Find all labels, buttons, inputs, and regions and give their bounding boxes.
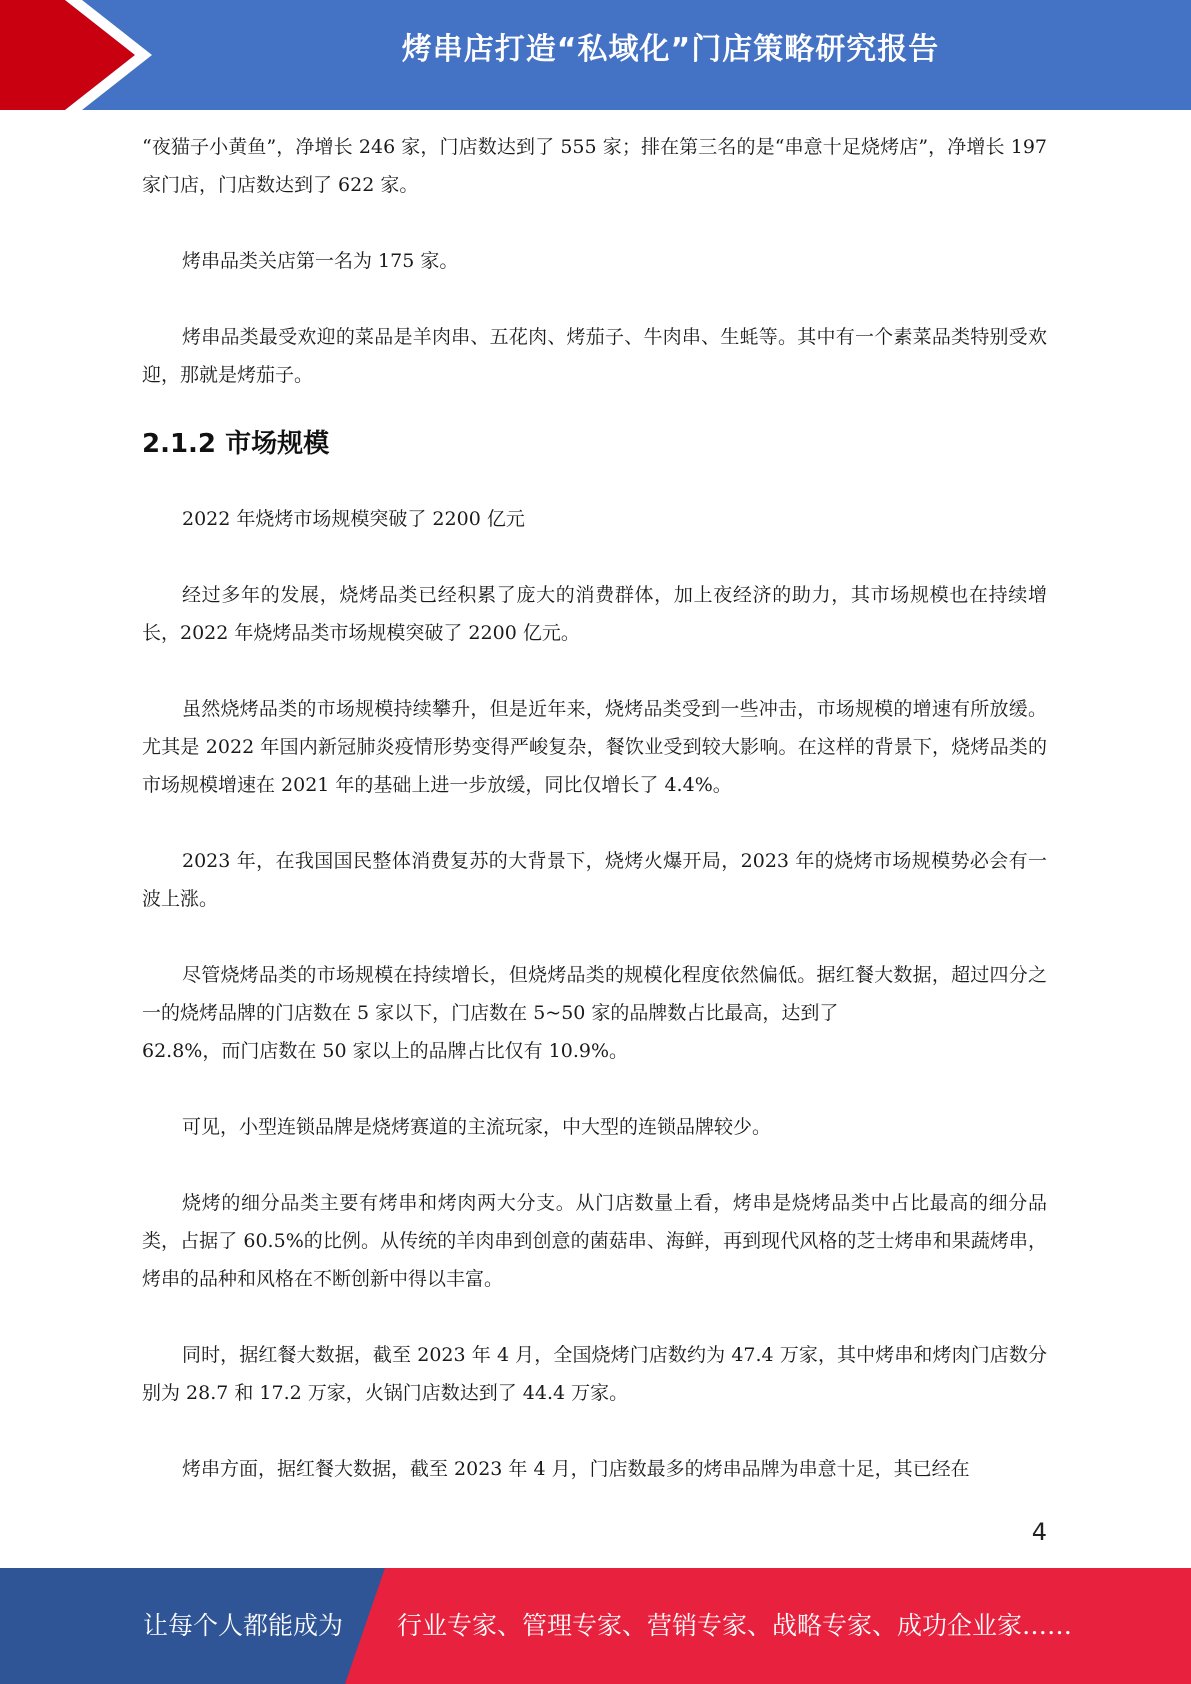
report-title: 烤串店打造“私域化”门店策略研究报告 bbox=[401, 32, 940, 67]
paragraph: 经过多年的发展，烧烤品类已经积累了庞大的消费群体，加上夜经济的助力，其市场规模也在持续增长，2022 年烧烤品类市场规模突破了 2200 亿元。 bbox=[142, 584, 1047, 644]
paragraph: “夜猫子小黄鱼”，净增长 246 家，门店数达到了 555 家；排在第三名的是“串意十足烧烤店”，净增长 197 家门店，门店数达到了 622 家。 bbox=[142, 136, 1047, 196]
page-footer bbox=[0, 1568, 1191, 1684]
paragraph: 虽然烧烤品类的市场规模持续攀升，但是近年来，烧烤品类受到一些冲击，市场规模的增速有所放缓。尤其是 2022 年国内新冠肺炎疫情形势变得严峻复杂，餐饮业受到较大影响。在这样的背景下，烧烤品类的市场规模增速在 2021 年的基础上进一步放缓，同比仅增长了 4.4%。 bbox=[142, 698, 1047, 796]
page-number: 4 bbox=[1031, 1518, 1047, 1546]
paragraph: 2022 年烧烤市场规模突破了 2200 亿元 bbox=[182, 508, 525, 530]
paragraph: 可见，小型连锁品牌是烧烤赛道的主流玩家，中大型的连锁品牌较少。 bbox=[182, 1116, 772, 1138]
paragraph: 烧烤的细分品类主要有烤串和烤肉两大分支。从门店数量上看，烤串是烧烤品类中占比最高的细分品类，占据了 60.5%的比例。从传统的羊肉串到创意的菌菇串、海鲜，再到现代风格的芝士烤串和果蔬烤串，烤串的品种和风格在不断创新中得以丰富。 bbox=[142, 1192, 1047, 1290]
paragraph-continuation: 62.8%，而门店数在 50 家以上的品牌占比仅有 10.9%。 bbox=[142, 1040, 629, 1062]
paragraph: 烤串品类关店第一名为 175 家。 bbox=[182, 250, 459, 272]
section-heading: 2.1.2 市场规模 bbox=[142, 429, 330, 459]
paragraph: 烤串品类最受欢迎的菜品是羊肉串、五花肉、烤茄子、牛肉串、生蚝等。其中有一个素菜品类特别受欢迎，那就是烤茄子。 bbox=[142, 326, 1047, 386]
paragraph: 烤串方面，据红餐大数据，截至 2023 年 4 月，门店数最多的烤串品牌为串意十足，其已经在 bbox=[182, 1458, 970, 1480]
paragraph: 同时，据红餐大数据，截至 2023 年 4 月，全国烧烤门店数约为 47.4 万家，其中烤串和烤肉门店数分别为 28.7 和 17.2 万家，火锅门店数达到了 44.4 万家。 bbox=[142, 1344, 1047, 1404]
page-header bbox=[0, 0, 1191, 110]
paragraph: 2023 年，在我国国民整体消费复苏的大背景下，烧烤火爆开局，2023 年的烧烤市场规模势必会有一波上涨。 bbox=[142, 850, 1047, 910]
footer-slogan-right: 行业专家、管理专家、营销专家、战略专家、成功企业家…… bbox=[397, 1611, 1073, 1640]
paragraph: 尽管烧烤品类的市场规模在持续增长，但烧烤品类的规模化程度依然偏低。据红餐大数据，超过四分之一的烧烤品牌的门店数在 5 家以下，门店数在 5~50 家的品牌数占比最高，达到了 bbox=[142, 964, 1047, 1024]
document-body bbox=[142, 128, 1047, 1488]
footer-slogan-left: 让每个人都能成为 bbox=[143, 1611, 344, 1640]
